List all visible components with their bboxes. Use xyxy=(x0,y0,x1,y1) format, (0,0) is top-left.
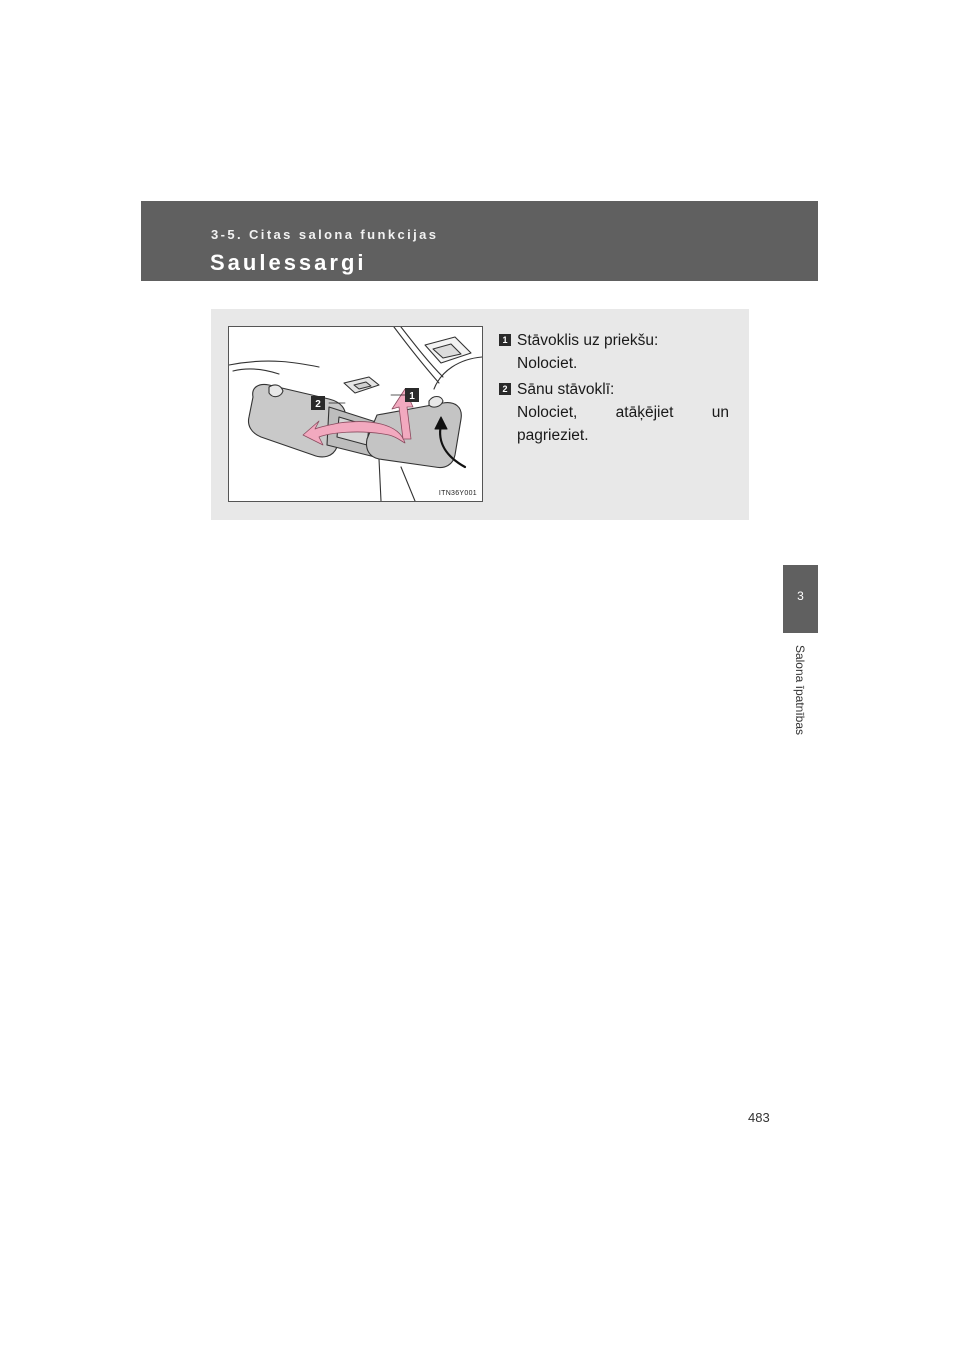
page-title: Saulessargi xyxy=(210,250,367,275)
step-2-heading: Sānu stāvoklī: xyxy=(517,381,615,398)
callout-1-label: 1 xyxy=(409,391,415,402)
step-2-body-line-1 xyxy=(499,401,729,424)
step-2-body-line-2: pagrieziet. xyxy=(517,427,589,444)
chapter-tab xyxy=(783,565,818,633)
pillar-line xyxy=(394,327,439,383)
callout-2-label: 2 xyxy=(315,399,321,410)
sun-visor-drawing xyxy=(229,327,482,501)
step-1 xyxy=(499,329,729,375)
info-panel xyxy=(211,309,749,520)
step-2 xyxy=(499,378,729,447)
chapter-number: 3 xyxy=(797,589,804,603)
right-visor xyxy=(367,403,462,468)
sun-visor-illustration xyxy=(228,326,483,502)
step-2-word-2: atāķējiet xyxy=(615,404,674,421)
figure-code: ITN36Y001 xyxy=(438,490,477,497)
chapter-label: Salona īpatnības xyxy=(793,644,807,736)
page-number: 483 xyxy=(748,1110,770,1125)
step-2-word-3: un xyxy=(711,404,729,421)
step-1-marker: 1 xyxy=(499,334,511,346)
roof-line-top xyxy=(229,361,319,367)
step-2-marker: 2 xyxy=(499,383,511,395)
section-label: 3-5. Citas salona funkcijas xyxy=(211,227,439,242)
step-1-heading: Stāvoklis uz priekšu: xyxy=(517,332,659,349)
roof-line-left xyxy=(233,369,279,374)
step-1-body: Nolociet. xyxy=(517,355,578,372)
section-header xyxy=(141,201,818,281)
step-2-word-1: Nolociet, xyxy=(517,404,578,421)
